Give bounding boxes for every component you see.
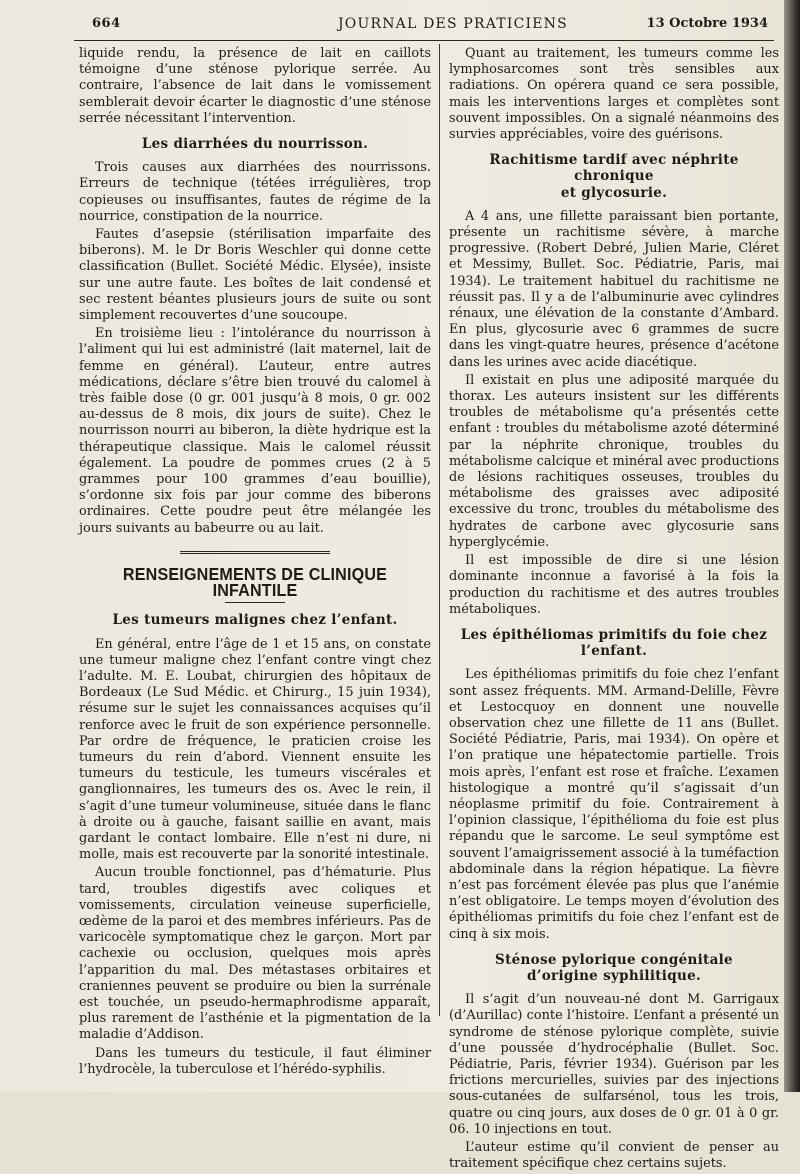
journal-title: JOURNAL DES PRATICIENS [338,16,568,32]
paragraph: Les épithéliomas primitifs du foie chez l’enfant sont assez fréquents. MM. Armand-Delille, Fèvre et Lestocquoy en donnent une nouvelle observation chez une fillette de 11 ans (Bullet. Société Pédiatrie, Paris, mai 1934). On opère et l’on pratique une hépatectomie partielle. Trois mois après, l’enfant est rose et fraîche. L’examen histologique a montré qu’il s’agissait d’un néoplasme primitif du foie. Contrairement à l’opinion classique, l’épithélioma du foie est plus répandu que le sarcome. Le seul symptôme est souvent l’amaigrissement associé à la tuméfaction abdominale dans la région hépatique. La fièvre n’est pas forcément élevée pas plus que l’anémie n’est obligatoire. Le temps moyen d’évolution des épithéliomas primitifs du foie chez l’enfant est de cinq à six mois. [449,667,779,942]
heading-line: Rachitisme tardif avec néphrite chronique [489,152,739,185]
heading-epitheliomas: Les épithéliomas primitifs du foie chez l’enfant. [460,626,768,660]
binding-shadow [784,0,800,1092]
paragraph: Aucun trouble fonctionnel, pas d’hématurie. Plus tard, troubles digestifs avec coliques et vomissements, circulation veineuse superficielle, œdème de la paroi et des membres inférieurs. Pas de varicocèle symptomatique chez le garçon. Mort par cachexie ou occlusion, quelques mois après l’apparition du mal. Des métastases orbitaires et craniennes peuvent se produire ou bien la surrénale est touchée, un pseudo-hermaphrodisme apparaît, plus rarement de l’asthénie et la pigmentation de la maladie d’Addison. [79,865,431,1043]
paragraph: Il s’agit d’un nouveau-né dont M. Garrigaux (d’Aurillac) conte l’histoire. L’enfant a présenté un syndrome de sténose pylorique complète, suivie d’une poussée d’hydrocéphalie (Bullet. Soc. Pédiatrie, Paris, février 1934). Guérison par les frictions mercurielles, suivies par des injections sous-cutanées de sulfarsénol, tous les trois, quatre ou cinq jours, aux doses de 0 gr. 01 à 0 gr. 06. 10 injections en tout. [449,992,779,1137]
paragraph: A 4 ans, une fillette paraissant bien portante, présente un rachitisme sévère, à marche progressive. (Robert Debré, Julien Marie, Cléret et Messimy, Bullet. Soc. Pédiatrie, Paris, mai 1934). Le traitement habituel du rachitisme ne réussit pas. Il y a de l’albuminurie avec cylindres rénaux, une élévation de la constante d’Ambard. En plus, glycosurie avec 6 grammes de sucre dans les vingt-quatre heures, présence d’acétone dans les urines avec acide diacétique. [449,208,779,370]
paragraph: Quant au traitement, les tumeurs comme les lymphosarcomes sont très sensibles aux radiations. On opérera quand ce sera possible, mais les interventions larges et complètes sont souvent impossibles. On a signalé néanmoins des survies appréciables, voire des guérisons. [449,46,779,143]
paragraph: En général, entre l’âge de 1 et 15 ans, on constate une tumeur maligne chez l’enfant contre vingt chez l’adulte. M. E. Loubat, chirurgien des hôpitaux de Bordeaux (Le Sud Médic. et Chirurg., 15 juin 1934), résume sur le sujet les connaissances acquises qu’il renforce avec le fruit de son expérience personnelle. Par ordre de fréquence, le praticien croise les tumeurs du rein d’abord. Viennent ensuite les tumeurs du testicule, les tumeurs viscérales et ganglionnaires, les tumeurs des os. Avec le rein, il s’agit d’une tumeur volumineuse, située dans le flanc à droite ou à gauche, faisant saillie en avant, mais gardant le contact lombaire. Elle n’est ni dure, ni molle, mais est recouverte par la sonorité intestinale. [79,636,431,863]
heading-tumeurs: Les tumeurs malignes chez l’enfant. [112,612,398,629]
section-title: RENSEIGNEMENTS DE CLINIQUE INFANTILE [122,563,388,601]
section-separator [180,551,330,556]
heading-stenose [449,952,779,984]
paragraph: Fautes d’asepsie (stérilisation imparfaite des biberons). M. le Dr Boris Weschler qui donne cette classification (Bullet. Société Médic. Elysée), insiste sur une autre faute. Les boîtes de lait condensé et sec restent béantes plusieurs jours de suite ou sont simplement recouvertes d’une soucoupe. [79,227,431,324]
paragraph: L’auteur estime qu’il convient de penser au traitement spécifique chez certains sujets. [449,1140,779,1172]
title-rule [225,602,285,603]
heading-line: et glycosurie. [560,184,668,201]
header-rule [74,40,774,41]
heading-diarrhees: Les diarrhées du nourrisson. [141,136,369,153]
paragraph: Il existait en plus une adiposité marquée du thorax. Les auteurs insistent sur les différents troubles de métabolisme qu’a présentés cette enfant : troubles du métabolisme azoté déterminé par la néphrite chronique, troubles du métabolisme calcique et minéral avec productions de lésions rachitiques osseuses, troubles du métabolisme des graisses avec adiposité excessive du tronc, troubles du métabolisme des hydrates de carbone avec glycosurie sans hyperglycémie. [449,372,779,550]
heading-line: Sténose pylorique congénitale [495,951,733,968]
page-number: 664 [92,16,121,31]
paragraph: En troisième lieu : l’intolérance du nourrisson à l’aliment qui lui est administré (lait maternel, lait de femme en général). L’auteur, entre autres médications, déclare s’être bien trouvé du calomel à très faible dose (0 gr. 001 jusqu’à 8 mois, 0 gr. 002 au-dessus de 8 mois, dix jours de suite). Chez le nourrisson nourri au biberon, la diète hydrique est la thérapeutique classique. Mais le calomel réussit également. La poudre de pommes crues (2 à 5 grammes pour 100 grammes d’eau bouillie), s’ordonne six fois par jour comme des biberons ordinaires. Cette poudre peut être mélangée les jours suivants au babeurre ou au lait. [79,326,431,536]
column-divider [439,44,440,1016]
paragraph: Trois causes aux diarrhées des nourrissons. Erreurs de technique (tétées irrégulières, trop copieuses ou insuffisantes, fautes de régime de la nourrice, constipation de la nourrice. [79,160,431,224]
issue-date: 13 Octobre 1934 [646,16,768,31]
right-column [449,46,779,1174]
paragraph: Il est impossible de dire si une lésion dominante inconnue a favorisé à la fois la production du rachitisme et des autres troubles métaboliques. [449,553,779,617]
running-header [78,16,768,38]
heading-line: d’origine syphilitique. [527,967,701,984]
paragraph: liquide rendu, la présence de lait en caillots témoigne d’une sténose pylorique serrée. Au contraire, l’absence de lait dans le vomissement semblerait devoir écarter le diagnostic d’une sténose serrée nécessitant l’intervention. [79,46,431,126]
left-column [79,46,431,1080]
heading-rachitisme [449,152,779,201]
paragraph: Dans les tumeurs du testicule, il faut éliminer l’hydrocèle, la tuberculose et l’hérédo-syphilis. [79,1045,431,1077]
